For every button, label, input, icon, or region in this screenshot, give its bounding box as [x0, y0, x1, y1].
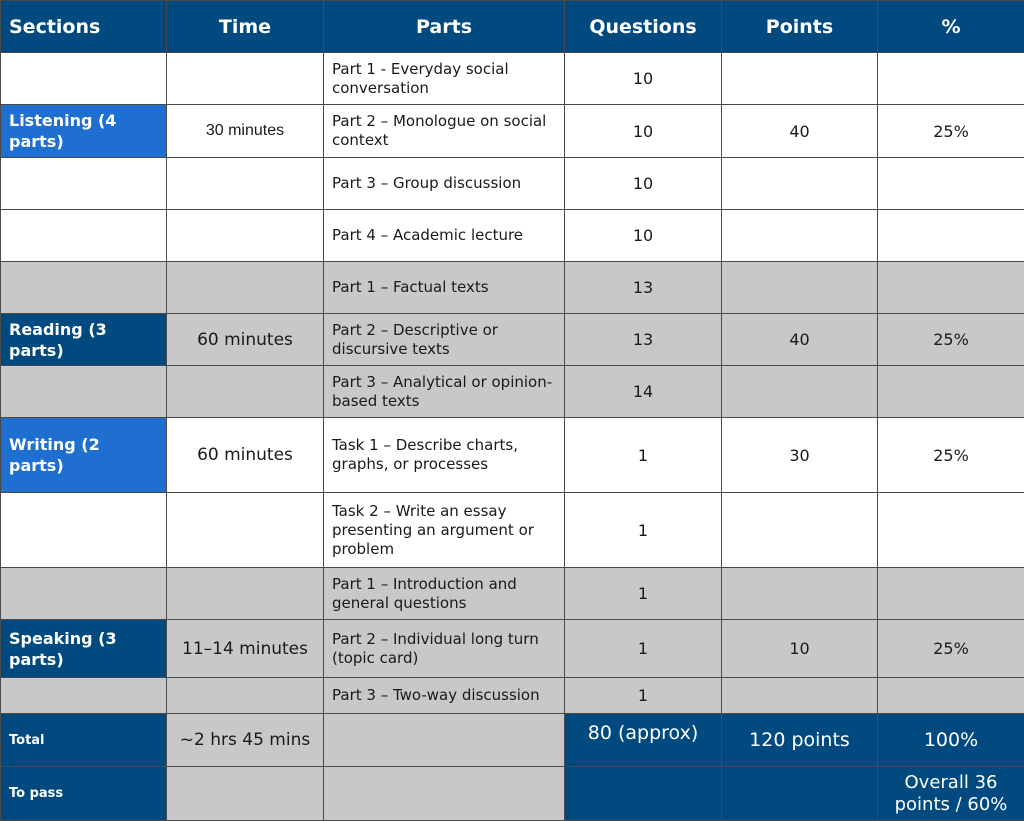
percent-value: 25%: [878, 418, 1024, 493]
part-label: Part 2 – Descriptive or discursive texts: [324, 314, 565, 366]
questions-value: 1: [565, 620, 722, 678]
table-row: [1, 366, 1024, 418]
part-label: Part 3 – Group discussion: [324, 158, 565, 210]
table-row: [1, 158, 1024, 210]
header-sections: Sections: [1, 1, 167, 53]
total-points: 120 points: [722, 714, 878, 767]
part-label: Task 1 – Describe charts, graphs, or processes: [324, 418, 565, 493]
questions-value: 13: [565, 314, 722, 366]
questions-value: 13: [565, 262, 722, 314]
questions-value: 1: [565, 493, 722, 568]
section-writing: Writing (2 parts): [1, 418, 167, 493]
section-reading: Reading (3 parts): [1, 314, 167, 366]
questions-value: 1: [565, 418, 722, 493]
points-value: 30: [722, 418, 878, 493]
part-label: Task 2 – Write an essay presenting an argument or problem: [324, 493, 565, 568]
time-value: 30 minutes: [167, 105, 324, 158]
questions-value: 1: [565, 568, 722, 620]
questions-value: 10: [565, 210, 722, 262]
questions-value: 10: [565, 53, 722, 105]
header-questions: Questions: [565, 1, 722, 53]
percent-value: 25%: [878, 314, 1024, 366]
table-row: [1, 418, 1024, 493]
questions-value: 10: [565, 105, 722, 158]
part-label: Part 1 – Introduction and general questions: [324, 568, 565, 620]
part-label: Part 1 – Factual texts: [324, 262, 565, 314]
total-label: Total: [1, 714, 167, 767]
header-time: Time: [167, 1, 324, 53]
total-time: ~2 hrs 45 mins: [167, 714, 324, 767]
table-row: [1, 493, 1024, 568]
table-row: [1, 314, 1024, 366]
points-value: 40: [722, 105, 878, 158]
percent-value: 25%: [878, 620, 1024, 678]
section-speaking: Speaking (3 parts): [1, 620, 167, 678]
questions-value: 14: [565, 366, 722, 418]
points-value: 40: [722, 314, 878, 366]
table-row: [1, 53, 1024, 105]
time-value: 60 minutes: [167, 314, 324, 366]
part-label: Part 2 – Individual long turn (topic card): [324, 620, 565, 678]
table-row: [1, 210, 1024, 262]
part-label: Part 1 - Everyday social conversation: [324, 53, 565, 105]
table-row: [1, 620, 1024, 678]
percent-value: 25%: [878, 105, 1024, 158]
table-row: [1, 678, 1024, 714]
header-percent: %: [878, 1, 1024, 53]
header-parts: Parts: [324, 1, 565, 53]
table-row: [1, 568, 1024, 620]
total-questions: 80 (approx): [565, 714, 722, 767]
section-listening: Listening (4 parts): [1, 105, 167, 158]
part-label: Part 3 – Analytical or opinion-based texts: [324, 366, 565, 418]
points-value: 10: [722, 620, 878, 678]
pass-row: [1, 767, 1024, 821]
table-row: [1, 262, 1024, 314]
time-value: 11–14 minutes: [167, 620, 324, 678]
time-value: 60 minutes: [167, 418, 324, 493]
pass-label: To pass: [1, 767, 167, 821]
total-row: [1, 714, 1024, 767]
questions-value: 10: [565, 158, 722, 210]
header-row: [1, 1, 1024, 53]
part-label: Part 2 – Monologue on social context: [324, 105, 565, 158]
pass-requirement: Overall 36 points / 60%: [878, 767, 1024, 821]
part-label: Part 3 – Two-way discussion: [324, 678, 565, 714]
total-percent: 100%: [878, 714, 1024, 767]
part-label: Part 4 – Academic lecture: [324, 210, 565, 262]
header-points: Points: [722, 1, 878, 53]
questions-value: 1: [565, 678, 722, 714]
table-row: [1, 105, 1024, 158]
